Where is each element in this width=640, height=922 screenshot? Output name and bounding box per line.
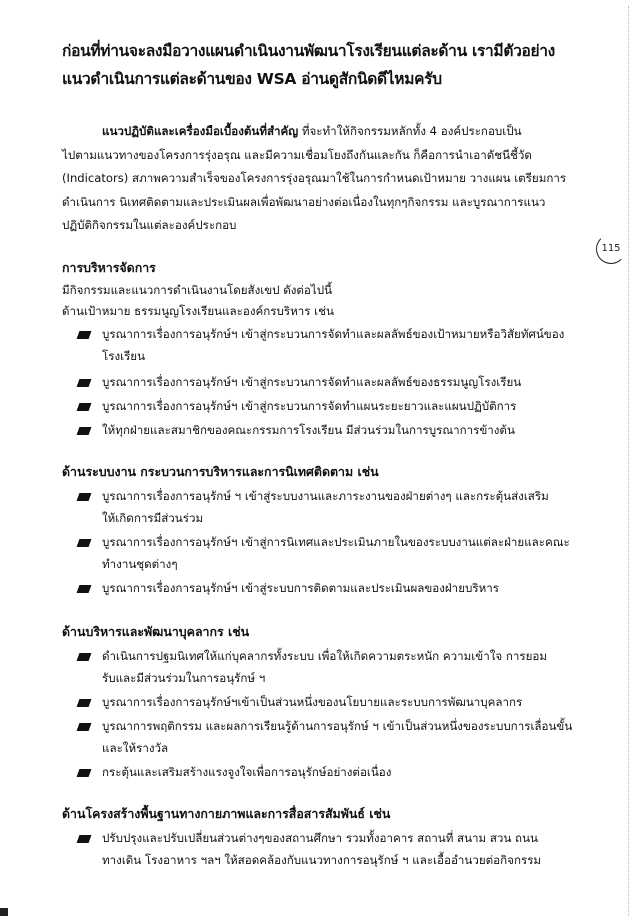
bullet-icon (77, 585, 92, 593)
list-item-text: บูรณาการเรื่องการอนุรักษ์ฯ เข้าสู่กระบวนการจัดทำและผลลัพธ์ของเป้าหมายหรือวิสัยทัศน์ของ (102, 327, 565, 341)
section-line: มีกิจกรรมและแนวการดำเนินงานโดยสังเขป ดังต่อไปนี้ (62, 283, 333, 297)
section-title: ด้านโครงสร้างพื้นฐานทางกายภาพและการสื่อสารสัมพันธ์ เช่น (62, 806, 391, 821)
page-heading-line-2: แนวดำเนินการแต่ละด้านของ WSA อ่านดูสักนิดดีไหมครับ (62, 70, 442, 88)
section-line: ด้านเป้าหมาย ธรรมนูญโรงเรียนและองค์กรบริหาร เช่น (62, 304, 334, 318)
list-item-text: รับและมีส่วนร่วมในการอนุรักษ์ ฯ (102, 670, 266, 685)
list-item-text: บูรณาการเรื่องการอนุรักษ์ฯ เข้าสู่การนิเทศและประเมินภายในของระบบงานแต่ละฝ่ายและคณะ (102, 535, 570, 549)
bullet-icon (77, 539, 92, 547)
list-item-text: ปรับปรุงและปรับเปลี่ยนส่วนต่างๆของสถานศึกษา รวมทั้งอาคาร สถานที่ สนาม สวน ถนน (102, 831, 538, 845)
section-title: ด้านบริหารและพัฒนาบุคลากร เช่น (62, 624, 250, 639)
list-item-text: บูรณาการเรื่องการอนุรักษ์ฯเข้าเป็นส่วนหนึ่งของนโยบายและระบบการพัฒนาบุคลากร (102, 695, 523, 709)
list-item-text: กระตุ้นและเสริมสร้างแรงจูงใจเพื่อการอนุรักษ์อย่างต่อเนื่อง (102, 765, 392, 779)
list-item-text: และให้รางวัล (102, 740, 169, 755)
page-number: 115 (596, 234, 626, 264)
bullet-icon (77, 403, 92, 411)
bullet-icon (77, 379, 92, 387)
list-item-text: บูรณาการเรื่องการอนุรักษ์ฯ เข้าสู่กระบวนการจัดทำและผลลัพธ์ของธรรมนูญโรงเรียน (102, 375, 522, 389)
bullet-icon (77, 699, 92, 707)
intro-line: ดำเนินการ นิเทศติดตามและประเมินผลเพื่อพัฒนาอย่างต่อเนื่องในทุกๆกิจกรรม และบูรณาการแนว (62, 194, 546, 209)
intro-line: ที่จะทำให้กิจกรรมหลักทั้ง 4 องค์ประกอบเป็น (298, 124, 522, 138)
intro-line: ไปตามแนวทางของโครงการรุ่งอรุณ และมีความเชื่อมโยงถึงกันและกัน ก็คือการนำเอาดัชนีชี้วัด (62, 147, 532, 162)
intro-line: ปฏิบัติกิจกรรมในแต่ละองค์ประกอบ (62, 218, 237, 233)
section-title: การบริหารจัดการ (62, 260, 156, 275)
list-item-text: ให้เกิดการมีส่วนร่วม (102, 510, 204, 525)
list-item-text: ทำงานชุดต่างๆ (102, 556, 178, 571)
scan-corner-mark (0, 908, 8, 916)
list-item-text: ให้ทุกฝ่ายและสมาชิกของคณะกรรมการโรงเรียน มีส่วนร่วมในการบูรณาการข้างต้น (102, 423, 515, 437)
bullet-icon (77, 723, 92, 731)
bullet-icon (77, 653, 92, 661)
intro-line: (Indicators) สภาพความสำเร็จของโครงการรุ่งอรุณมาใช้ในการกำหนดเป้าหมาย วางแผน เตรียมการ (62, 171, 567, 186)
list-item-text: บูรณาการพฤติกรรม และผลการเรียนรู้ด้านการอนุรักษ์ ฯ เข้าเป็นส่วนหนึ่งของระบบการเลื่อนขั้น (102, 719, 573, 733)
list-item-text: บูรณาการเรื่องการอนุรักษ์ ฯ เข้าสู่ระบบงานและภาระงานของฝ่ายต่างๆ และกระตุ้นส่งเสริม (102, 489, 549, 503)
list-item-text: ทางเดิน โรงอาหาร ฯลฯ ให้สอดคล้องกับแนวทางการอนุรักษ์ ฯ และเอื้ออำนวยต่อกิจกรรม (102, 852, 542, 867)
bullet-icon (77, 427, 92, 435)
list-item-text: โรงเรียน (102, 348, 146, 363)
page-heading-line-1: ก่อนที่ท่านจะลงมือวางแผนดำเนินงานพัฒนาโรงเรียนแต่ละด้าน เรามีตัวอย่าง (62, 42, 555, 60)
intro-paragraph (62, 120, 602, 238)
bullet-icon (77, 835, 92, 843)
list-item-text: ดำเนินการปฐมนิเทศให้แก่บุคลากรทั้งระบบ เพื่อให้เกิดความตระหนัก ความเข้าใจ การยอม (102, 649, 548, 663)
page-edge-dots (628, 6, 631, 916)
list-item-text: บูรณาการเรื่องการอนุรักษ์ฯ เข้าสู่ระบบการติดตามและประเมินผลของฝ่ายบริหาร (102, 581, 499, 595)
bullet-icon (77, 769, 92, 777)
section-title: ด้านระบบงาน กระบวนการบริหารและการนิเทศติดตาม เช่น (62, 464, 379, 479)
bullet-icon (77, 331, 92, 339)
bullet-icon (77, 493, 92, 501)
intro-bold-lead: แนวปฏิบัติและเครื่องมือเบื้องต้นที่สำคัญ (102, 124, 299, 138)
list-item-text: บูรณาการเรื่องการอนุรักษ์ฯ เข้าสู่กระบวนการจัดทำแผนระยะยาวและแผนปฏิบัติการ (102, 399, 517, 413)
